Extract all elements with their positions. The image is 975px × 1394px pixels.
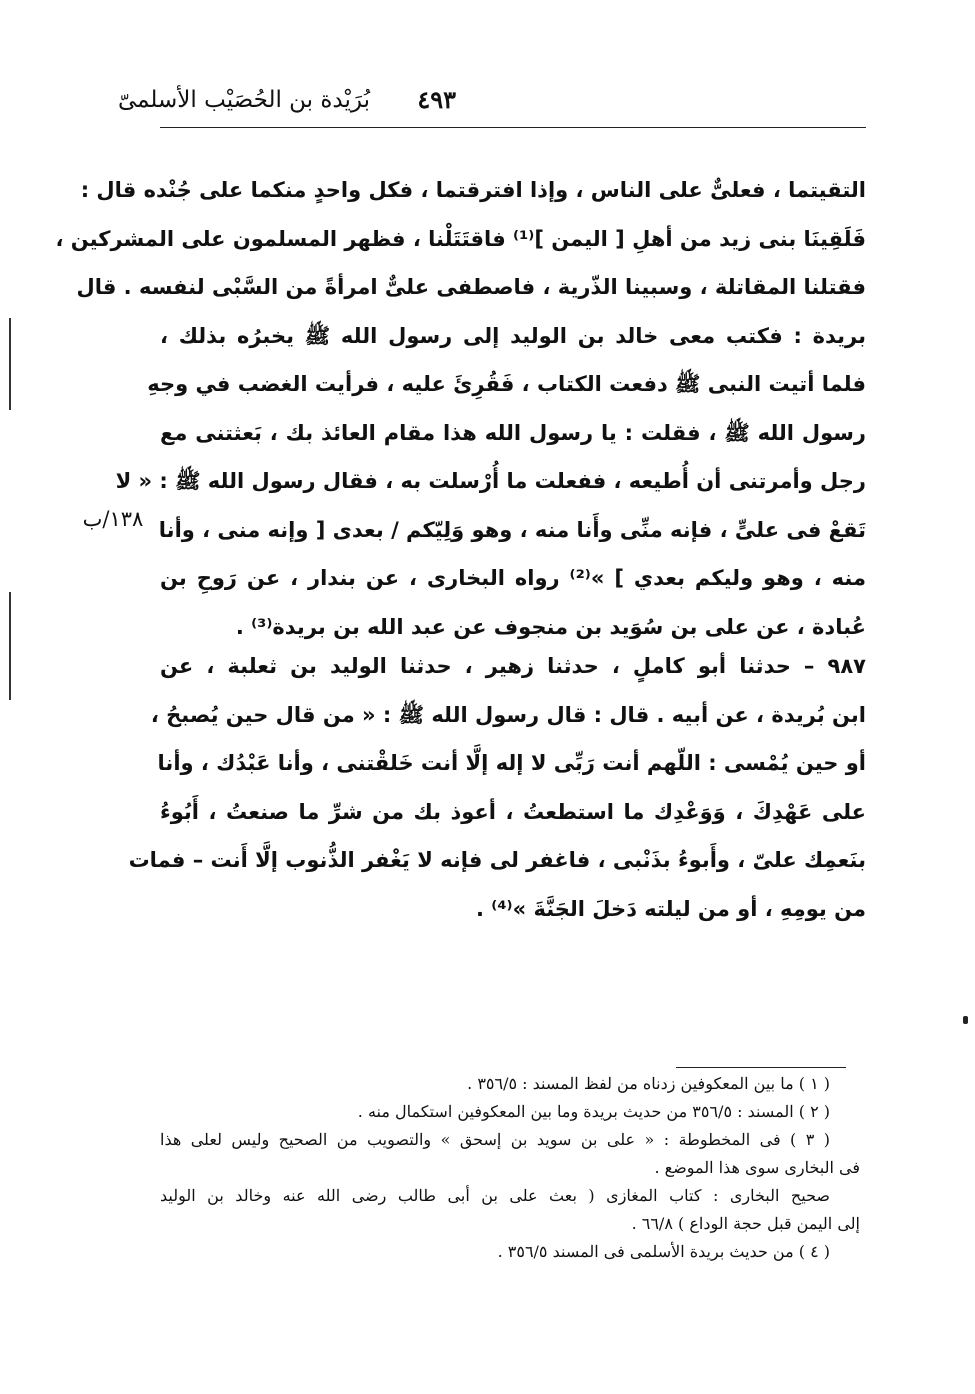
text-line: رسول الله ﷺ ، فقلت : يا رسول الله هذا مقام العائذ بك ، بَعثتنى مع [160, 420, 866, 445]
text-line: فلما أتيت النبى ﷺ دفعت الكتاب ، فَقُرِئَ عليه ، فرأيت الغضب في وجهِ [147, 372, 866, 396]
text-line: من يومِهِ ، أو من ليلته دَخلَ الجَنَّةَ »⁽⁴⁾ . [476, 896, 866, 921]
text-line: ابن بُريدة ، عن أبيه . قال : قال رسول الله ﷺ : « من قال حين يُصبحُ ، [150, 702, 866, 727]
text-line: منه ، وهو وليكم بعدي ] »⁽²⁾ رواه البخارى ، عن بندار ، عن رَوحِ بن [160, 566, 866, 590]
text-line: فَلَقِينَا بنى زيد من أهلِ [ اليمن ]⁽¹⁾ فاقتَتَلْنا ، فظهر المسلمون على المشركين ، [55, 226, 866, 251]
text-line: على عَهْدِكَ ، وَوَعْدِك ما استطعتُ ، أعوذ بك من شرِّ ما صنعتُ ، أَبُوءُ [160, 799, 866, 824]
footnotes [160, 1070, 860, 1266]
text-line: رجل وأمرتنى أن أُطيعه ، ففعلت ما أُرْسلت به ، فقال رسول الله ﷺ : « لا [115, 469, 866, 493]
margin-mark [9, 592, 11, 700]
footnote-line: ( ٣ ) فى المخطوطة : « على بن سويد بن إسحق » والتصويب من الصحيح وليس لعلى هذا [160, 1130, 830, 1149]
header-rule [160, 127, 866, 128]
text-line: أو حين يُمْسى : اللّهم أنت رَبِّى لا إله إلَّا أنت خَلقْتنى ، وأنا عَبْدُك ، وأنا [157, 751, 866, 775]
text-line: ٩٨٧ – حدثنا أبو كاملٍ ، حدثنا زهير ، حدثنا الوليد بن ثعلبة ، عن [160, 654, 866, 678]
footnote-line: ( ١ ) ما بين المعكوفين زدناه من لفظ المسند : ٣٥٦/٥ . [467, 1074, 830, 1093]
body-paragraph-2 [128, 642, 866, 933]
margin-mark [9, 318, 11, 410]
edge-mark [963, 1016, 968, 1024]
manuscript-folio-note: ١٣٨/ب [82, 507, 144, 531]
text-line: بريدة : فكتب معى خالد بن الوليد إلى رسول الله ﷺ يخبرُه بذلك ، [160, 323, 866, 348]
footnote-rule [676, 1067, 846, 1068]
footnote-line: فى البخارى سوى هذا الموضع . [654, 1158, 860, 1177]
footnote-line: ( ٤ ) من حديث بريدة الأسلمى فى المسند ٣٥٦/٥ . [497, 1242, 830, 1261]
text-line: التقيتما ، فعلىٌّ على الناس ، وإذا افترقتما ، فكل واحدٍ منكما على جُنْده قال : [80, 178, 866, 202]
footnote-line: صحيح البخارى : كتاب المغازى ( بعث على بن أبى طالب رضى الله عنه وخالد بن الوليد [160, 1186, 830, 1205]
footnote-line: ( ٢ ) المسند : ٣٥٦/٥ من حديث بريدة وما بين المعكوفين استكمال منه . [357, 1102, 830, 1121]
text-line: فقتلنا المقاتلة ، وسبينا الذّرية ، فاصطفى علىٌّ امرأةً من السَّبْى لنفسه . قال [76, 275, 866, 299]
running-head-title: بُرَيْدة بن الحُصَيْب الأسلمىّ [117, 87, 370, 113]
page-number: ٤٩٣ [417, 85, 456, 114]
text-line: بنَعمِك علىّ ، وأَبوءُ بذَنْبى ، فاغفر لى فإنه لا يَغْفر الذُّنوب إلَّا أَنت – فمات [128, 848, 866, 872]
text-line: تَقعْ فى علىٍّ ، فإنه منِّى وأَنا منه ، وهو وَلِيّكم / بعدى [ وإنه منى ، وأنا [158, 517, 866, 542]
running-head [117, 82, 456, 118]
footnote-line: إلى اليمن قبل حجة الوداع ) ٦٦/٨ . [631, 1214, 860, 1233]
text-line: عُبادة ، عن على بن سُوَيد بن منجوف عن عبد الله بن بريدة⁽³⁾ . [235, 614, 866, 639]
